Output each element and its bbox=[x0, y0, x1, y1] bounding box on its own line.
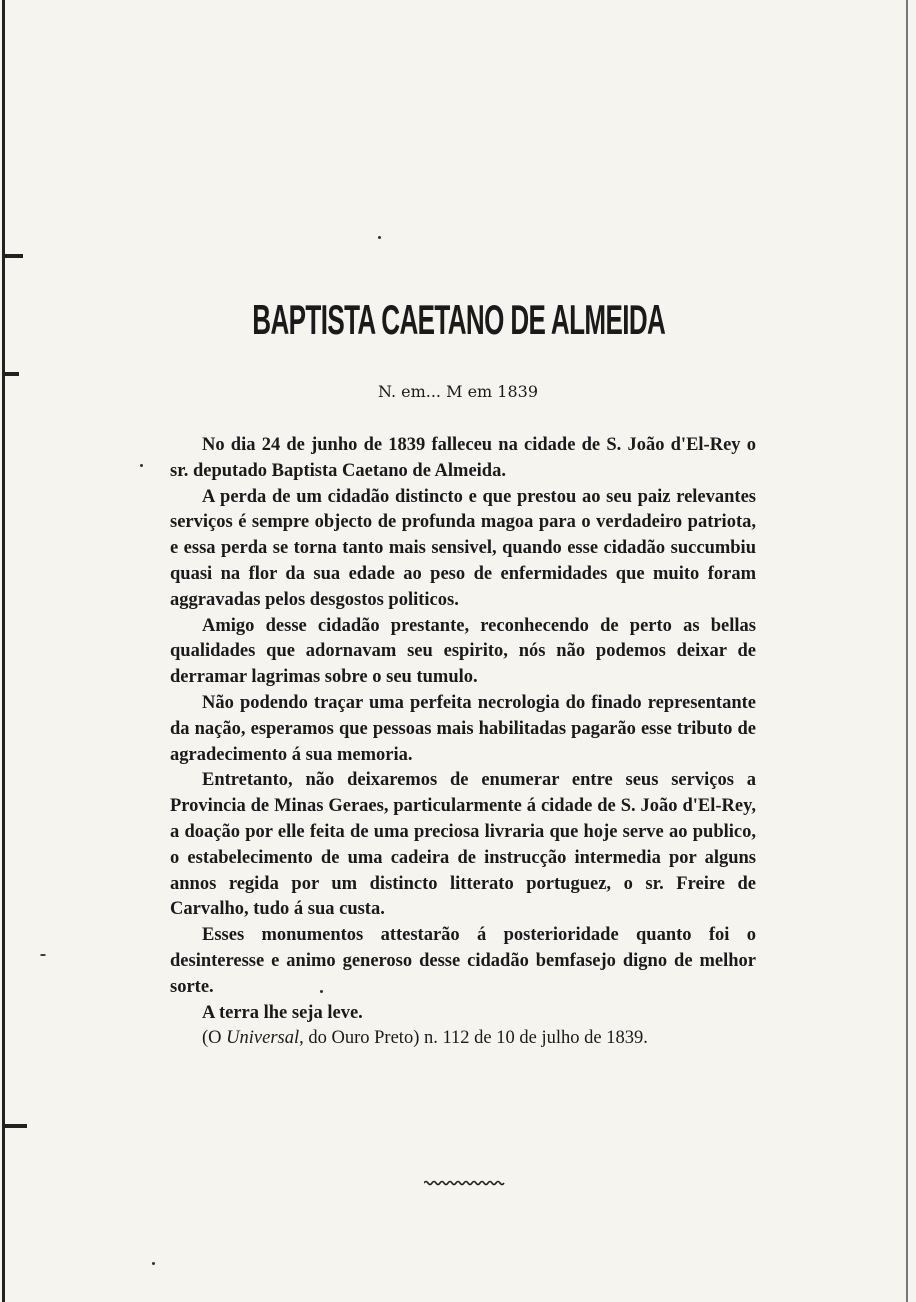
paragraph: A terra lhe seja leve. bbox=[202, 1002, 363, 1023]
scan-artifact bbox=[3, 1124, 27, 1128]
paragraph: Esses monumentos attestarão á posterioridade quanto foi o desinteresse e animo generoso desse cidadão bemfasejo digno de melhor sorte. bbox=[170, 925, 756, 997]
wavy-rule-ornament bbox=[424, 1180, 506, 1186]
scan-artifact bbox=[3, 372, 19, 376]
scan-right-border bbox=[906, 0, 908, 1302]
source-citation bbox=[170, 1026, 756, 1052]
paragraph: A perda de um cidadão distincto e que prestou ao seu paiz relevantes serviços é sempre objecto de profunda magoa para o verdadeiro patriota, e essa perda se torna tanto mais sensivel, quando esse cidadão succumbiu quasi na flor da sua edade ao peso de enfermidades que muito foram aggravadas pelos desgostos politicos. bbox=[170, 486, 756, 610]
birth-death-dates: N. em... M em 1839 bbox=[377, 382, 539, 401]
source-publication: Universal bbox=[226, 1028, 300, 1049]
source-prefix: (O bbox=[202, 1028, 227, 1049]
scan-speck bbox=[40, 954, 46, 956]
scan-artifact bbox=[3, 254, 23, 258]
paragraph: No dia 24 de junho de 1839 falleceu na cidade de S. João d'El-Rey o sr. deputado Baptista Caetano de Almeida. bbox=[170, 435, 756, 481]
paragraph: Não podendo traçar uma perfeita necrologia do finado representante da nação, esperamos que pessoas mais habilitadas pagarão esse tributo de agradecimento á sua memoria. bbox=[170, 692, 756, 765]
paragraph: Amigo desse cidadão prestante, reconhecendo de perto as bellas qualidades que adornavam seu espirito, nós não podemos deixar de derramar lagrimas sobre o seu tumulo. bbox=[170, 615, 756, 688]
article-body bbox=[170, 433, 756, 1052]
scan-speck bbox=[378, 236, 381, 239]
source-suffix: , do Ouro Preto) n. 112 de 10 de julho de 1839. bbox=[299, 1028, 648, 1049]
scan-speck bbox=[140, 464, 143, 467]
paragraph: Entretanto, não deixaremos de enumerar entre seus serviços a Provincia de Minas Geraes, particularmente á cidade de S. João d'El-Rey, a doação por elle feita de uma preciosa livraria que hoje serve ao publico, o estabelecimento de uma cadeira de instrucção intermedia por alguns annos regida por um distincto litterato portuguez, o sr. Freire de Carvalho, tudo á sua custa. bbox=[170, 770, 756, 920]
scan-left-border bbox=[2, 0, 5, 1302]
page-title: BAPTISTA CAETANO DE ALMEIDA bbox=[252, 296, 666, 343]
scan-speck bbox=[152, 1262, 155, 1265]
